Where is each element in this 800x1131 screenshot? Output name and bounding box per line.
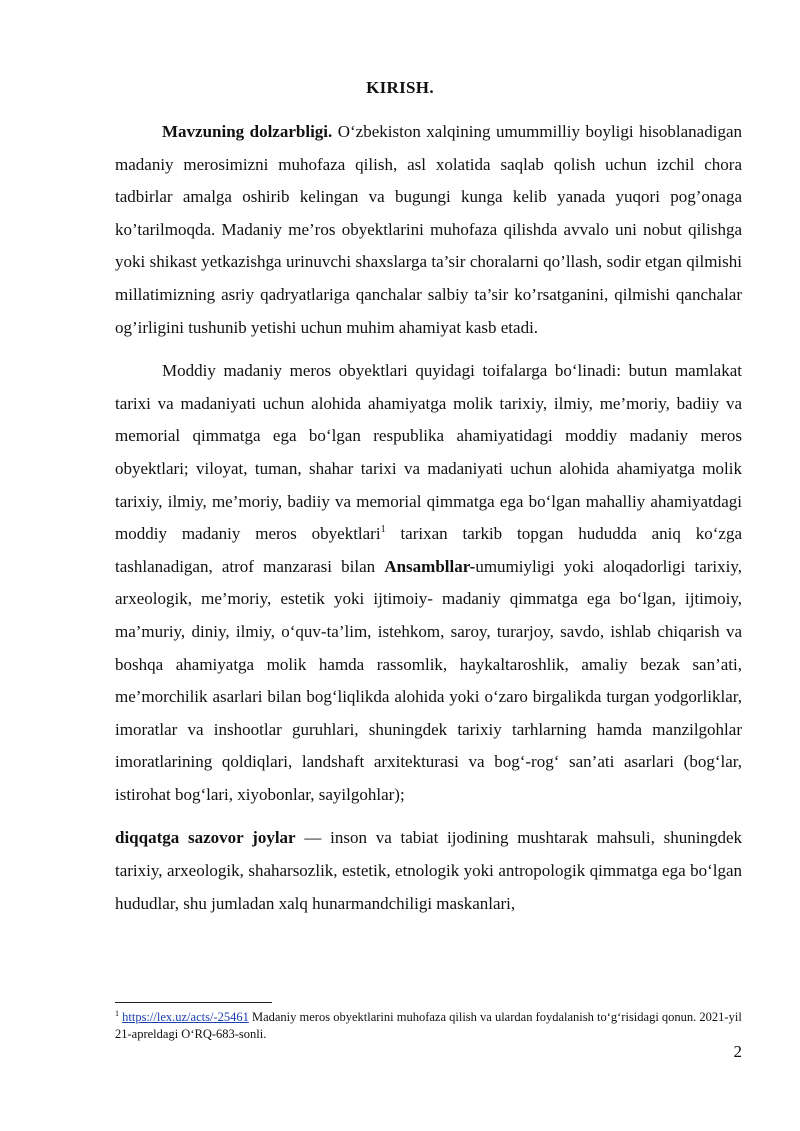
footnote-number: 1 (115, 1009, 119, 1018)
categories-text: Moddiy madaniy meros obyektlari quyidagi toifalarga bo‘linadi: butun mamlakat tarixi va madaniyati uchun alohida ahamiyatga molik tarixiy, ilmiy, me’moriy, badiiy va memorial qimmatga ega bo‘lgan respublika ahamiyatidagi moddiy madaniy meros obyektlari; viloyat, tuman, shahar tarixi va madaniyati uchun alohida ahamiyatga molik tarixiy, ilmiy, me’moriy, badiiy va memorial qimmatga ega bo‘lgan mahalliy ahamiyatdagi moddiy madaniy meros obyektlari (115, 361, 742, 544)
footnote-text: Madaniy meros obyektlarini muhofaza qilish va ulardan foydalanish to‘g‘risidagi qonun. 2021-yil 21-apreldagi O‘RQ-683-sonli. (115, 1010, 742, 1041)
body-text (115, 116, 742, 931)
paragraph-categories (115, 355, 742, 811)
ensembles-term: Ansambllar- (384, 556, 476, 576)
paragraph-relevance (115, 116, 742, 344)
footnote (115, 1009, 745, 1043)
relevance-text: O‘zbekiston xalqining umummilliy boyligi hisoblanadigan madaniy merosimizni muhofaza qilish, asl xolatida saqlab qolish uchun izchil chora tadbirlar amalga oshirib kelingan va bugungi kunga kelib yanada yuqori pog’onaga ko’tarilmoqda. Madaniy me’ros obyektlarini muhofaza qilishda avvalo uni nobut qilishga yoki shikast yetkazishga urinuvchi shaxslarga ta’sir choralarni qo’llash, sodir etgan qilmishi millatimizning asriy qadryatlariga qanchalar salbiy ta’sir ko’rsatganini, qilmishi qanchalar og’irligini tushunib yetishi uchun muhim ahamiyat kasb etadi. (115, 122, 742, 337)
page-number: 2 (733, 1042, 742, 1061)
landmarks-term: diqqatga sazovor joylar (115, 828, 296, 848)
footnote-separator (115, 1002, 272, 1003)
paragraph-landmarks (115, 822, 742, 920)
footnote-reference[interactable]: 1 (380, 524, 386, 536)
page-title: KIRISH. (366, 78, 434, 97)
landmarks-definition: — inson va tabiat ijodining mushtarak mahsuli, shuningdek tarixiy, arxeologik, shaharsozlik, estetik, etnologik yoki antropologik qimmatga ega bo‘lgan hududlar, shu jumladan xalq hunarmandchiligi maskanlari, (115, 828, 743, 913)
relevance-heading: Mavzuning dolzarbligi. (162, 122, 333, 141)
categories-text-continued: tarixan tarkib topgan hududda aniq ko‘zga tashlanadigan, atrof manzarasi bilan (115, 524, 743, 576)
footnote-link[interactable]: https://lex.uz/acts/-25461 (122, 1010, 249, 1024)
ensembles-definition: umumiyligi yoki aloqadorligi tarixiy, arxeologik, me’moriy, estetik yoki ijtimoiy- madaniy qimmatga ega bo‘lgan, ijtimoiy, ma’muriy, diniy, ilmiy, o‘quv-ta’lim, istehkom, saroy, turarjoy, savdo, ishlab chiqarish va boshqa ahamiyatga molik hamda rassomlik, haykaltaroshlik, amaliy bezak san’ati, me’morchilik asarlari bilan bog‘liqlikda alohida yoki o‘zaro birgalikda turgan yodgorliklar, imoratlar va inshootlar guruhlari, shuningdek tarixiy tarhlarning hamda manzilgohlar imoratlarining qoldiqlari, landshaft arxitekturasi va bog‘-rog‘ san’ati asarlari (bog‘lar, istirohat bog‘lari, xiyobonlar, sayilgohlar); (115, 556, 742, 804)
